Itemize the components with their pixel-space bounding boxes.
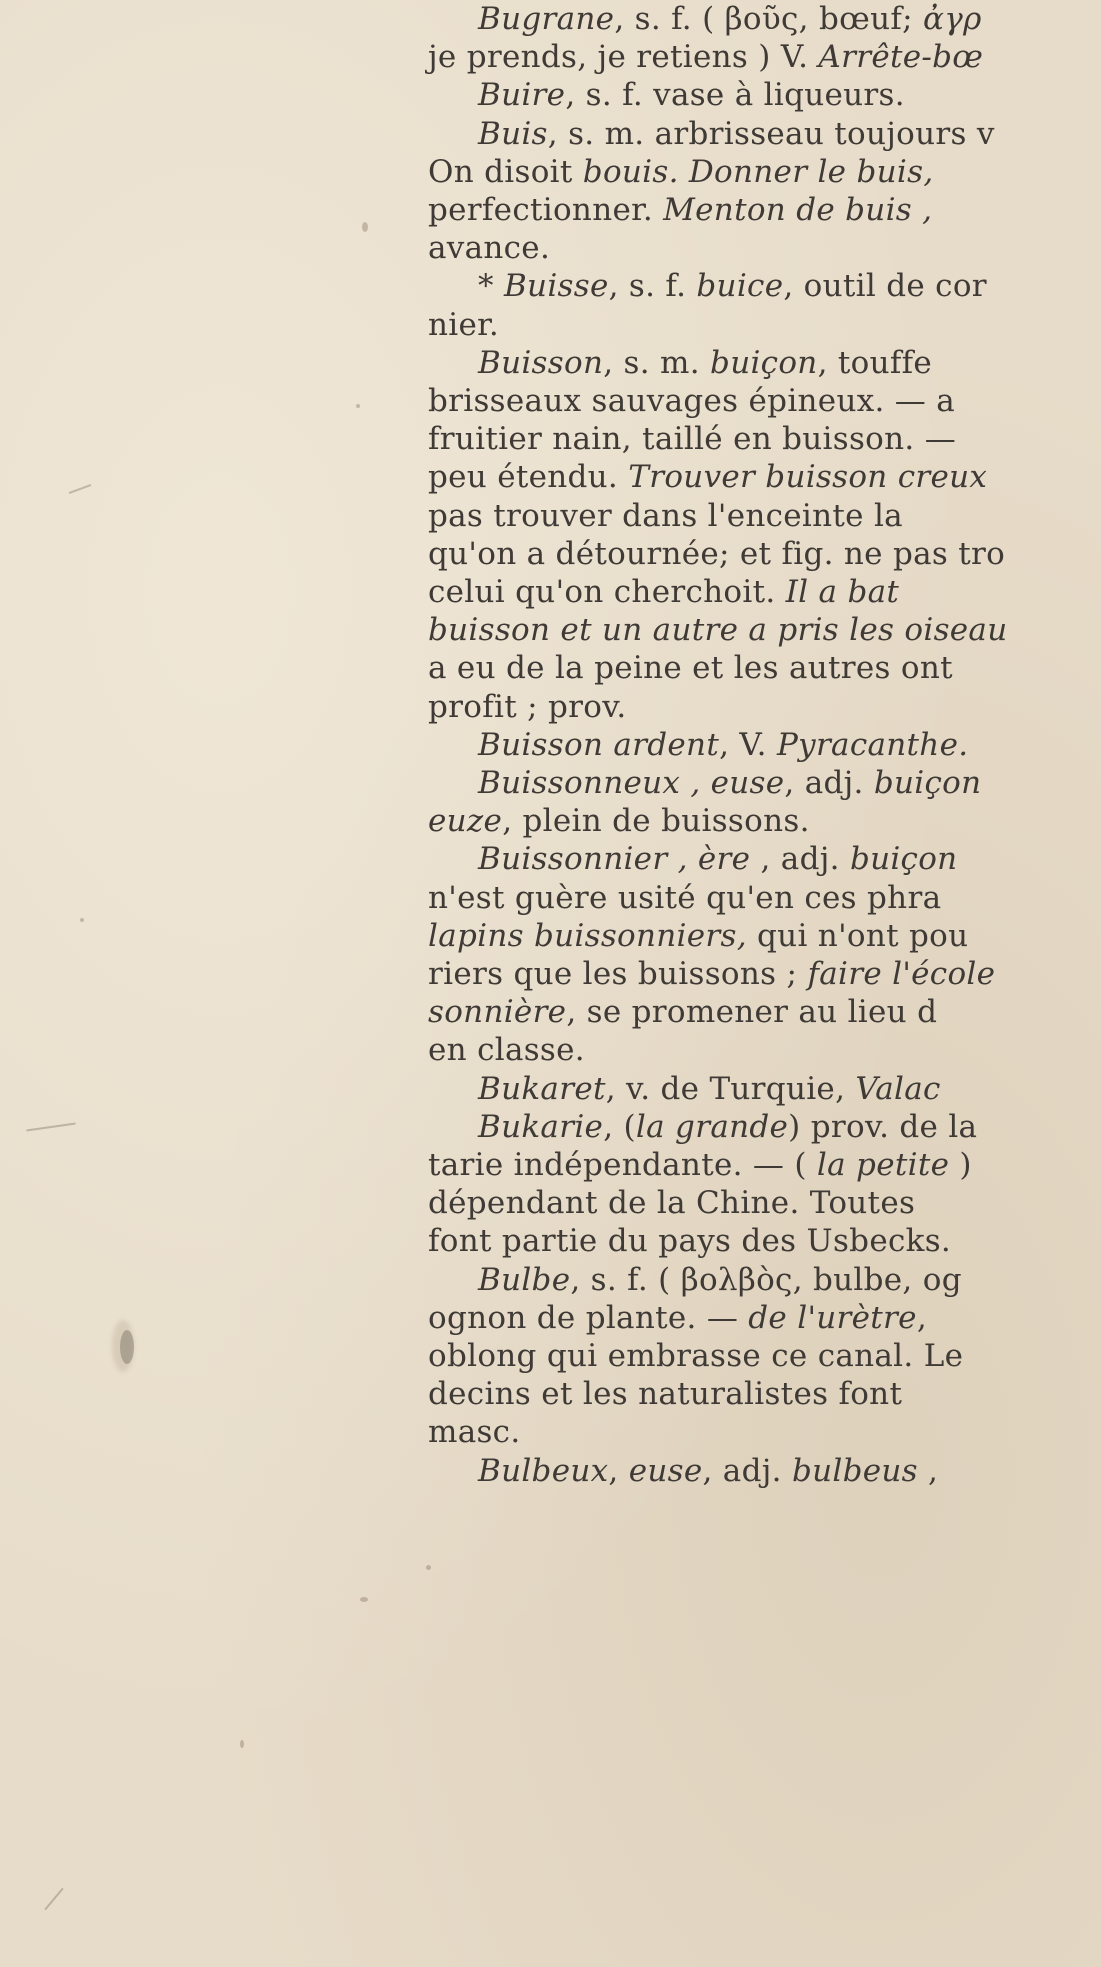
text-line (478, 1452, 938, 1490)
text-run: , touffe (817, 344, 933, 381)
text-run: , outil de cor (783, 268, 987, 305)
text-line (428, 229, 550, 267)
paper-speck (80, 918, 84, 922)
text-line (478, 1070, 941, 1108)
text-run: , v. de Turquie, (605, 1070, 856, 1107)
italic-text: Buire (478, 77, 566, 114)
italic-text: buiçon (710, 344, 818, 381)
text-line (428, 382, 955, 420)
text-line (428, 802, 810, 840)
paper-speck (356, 404, 360, 408)
text-line (428, 1184, 915, 1222)
text-run: , s. f. (608, 268, 697, 305)
text-run: * (478, 268, 504, 305)
italic-text: la petite (816, 1147, 950, 1183)
italic-text: buiçon (849, 841, 958, 878)
text-run: , bœuf; (798, 1, 924, 37)
text-run: oblong qui embrasse ce canal. Le (428, 1338, 964, 1374)
italic-text: Buisse (503, 268, 609, 305)
text-run: , V. (719, 726, 777, 763)
text-line (478, 840, 957, 878)
text-line (478, 1261, 962, 1299)
italic-text: Il a bat (785, 574, 900, 610)
paper-scratch (68, 484, 91, 494)
italic-text: ἀγρ (923, 1, 982, 37)
text-run: tarie indépendante. — ( (428, 1147, 817, 1183)
paper-scratch (26, 1123, 76, 1132)
text-run: nier. (428, 306, 499, 343)
text-run: peu étendu. (428, 459, 629, 496)
italic-text: bulbeus (791, 1452, 918, 1489)
text-run: ) prov. de la (788, 1108, 978, 1145)
text-line (428, 1146, 972, 1184)
text-run: masc. (428, 1414, 521, 1451)
italic-text: Buissonnier , ère (478, 841, 751, 878)
text-line (428, 1375, 902, 1413)
italic-text: Pyracanthe. (776, 726, 969, 763)
text-line (428, 535, 1005, 573)
paper-speck (426, 1565, 431, 1570)
italic-text: Buissonneux , euse (478, 765, 785, 801)
text-run: decins et les naturalistes font (428, 1376, 903, 1413)
text-run: fruitier nain, taillé en buisson. — (428, 421, 957, 458)
italic-text: buice (696, 268, 784, 305)
text-run: ) (949, 1147, 972, 1183)
text-line (428, 955, 995, 993)
text-run: a eu de la peine et les autres ont (428, 650, 953, 687)
italic-text: Buisson ardent (478, 726, 720, 763)
text-run: riers que les buissons ; (428, 956, 808, 992)
text-run: n'est guère usité qu'en ces phra (428, 879, 942, 916)
text-run: font partie du pays des Usbecks. (428, 1223, 952, 1260)
paper-speck (360, 1597, 368, 1602)
text-line (428, 649, 953, 687)
text-run: , adj. (702, 1452, 792, 1489)
italic-text: Buisson (478, 344, 604, 381)
text-run: pas trouver dans l'enceinte la (428, 497, 903, 534)
text-run: dépendant de la Chine. Toutes (428, 1185, 916, 1222)
italic-text: buisson et un autre a pris les oiseau (428, 612, 1008, 649)
italic-text: sonnière (428, 994, 567, 1031)
text-line (428, 611, 1007, 649)
paper-speck (240, 1740, 244, 1748)
italic-text: de l'urètre (748, 1299, 917, 1336)
text-line (478, 726, 968, 764)
text-run: celui qu'on cherchoit. (428, 574, 786, 610)
italic-text: la grande (635, 1108, 789, 1145)
text-run: , s. f. ( (614, 1, 725, 37)
paper-scratch (44, 1888, 64, 1911)
text-run: ognon de plante. — (428, 1299, 749, 1336)
text-run: , ( (603, 1108, 636, 1145)
text-line (478, 267, 987, 305)
italic-text: Menton de buis , (663, 192, 933, 228)
text-line (428, 191, 932, 229)
text-line (478, 76, 905, 114)
italic-text: Bulbe (478, 1261, 571, 1298)
text-line (428, 573, 899, 611)
text-line (478, 0, 982, 38)
text-line (478, 764, 981, 802)
text-run: , plein de buissons. (502, 803, 810, 840)
text-run: , (916, 1299, 927, 1336)
text-line (428, 420, 956, 458)
italic-text: Bugrane (478, 1, 615, 37)
text-run: , adj. (750, 841, 850, 878)
text-line (478, 115, 995, 153)
text-run: βοῦς (724, 1, 799, 37)
text-run: , s. f. ( (570, 1261, 681, 1298)
italic-text: euze (428, 803, 503, 840)
text-line (428, 1299, 927, 1337)
text-line (428, 497, 903, 535)
text-run: en classe. (428, 1032, 585, 1069)
text-run: brisseaux sauvages épineux. — a (428, 383, 956, 419)
text-run: avance. (428, 230, 551, 267)
italic-text: bouis. Donner le buis, (582, 153, 934, 190)
italic-text: Buis (478, 115, 548, 152)
text-run: je prends, je retiens ) V. (428, 39, 819, 76)
text-line (428, 153, 933, 191)
text-line (428, 1222, 951, 1260)
italic-text: faire l'école (807, 956, 996, 992)
text-run: perfectionner. (428, 192, 664, 228)
text-line (428, 38, 983, 76)
italic-text: buiçon (873, 765, 982, 801)
text-run: qui n'ont pou (746, 917, 969, 954)
text-line (478, 1108, 977, 1146)
text-run: On disoit (428, 153, 583, 190)
paper-speck (120, 1330, 134, 1364)
text-run: , s. m. arbrisseau toujours v (547, 115, 995, 152)
italic-text: Bukaret (478, 1070, 606, 1107)
italic-text: euse (628, 1452, 703, 1489)
italic-text: Trouver buisson creux (628, 459, 988, 496)
text-line (478, 344, 932, 382)
text-line (428, 458, 987, 496)
text-line (428, 993, 937, 1031)
text-run: , s. f. vase à liqueurs. (565, 77, 905, 114)
text-line (428, 879, 941, 917)
text-line (428, 306, 499, 344)
italic-text: Bukarie (478, 1108, 604, 1145)
text-run: qu'on a détournée; et fig. ne pas tro (428, 535, 1006, 572)
italic-text: lapins buissonniers, (428, 917, 747, 954)
italic-text: Bulbeux (478, 1452, 609, 1489)
text-line (428, 1337, 963, 1375)
text-run: , bulbe, og (792, 1261, 962, 1298)
text-line (428, 917, 968, 955)
text-run: profit ; prov. (428, 688, 627, 725)
text-run: , (917, 1452, 939, 1489)
paper-speck (362, 222, 368, 232)
text-run: , se promener au lieu d (566, 994, 938, 1031)
text-run: βολβὸς (680, 1261, 793, 1298)
italic-text: Valac (855, 1070, 941, 1107)
text-run: , adj. (784, 765, 874, 801)
italic-text: Arrête-bœ (818, 39, 984, 76)
text-line (428, 688, 627, 726)
text-run: , s. m. (603, 344, 711, 381)
text-run: , (608, 1452, 629, 1489)
text-line (428, 1413, 521, 1451)
text-line (428, 1031, 585, 1069)
